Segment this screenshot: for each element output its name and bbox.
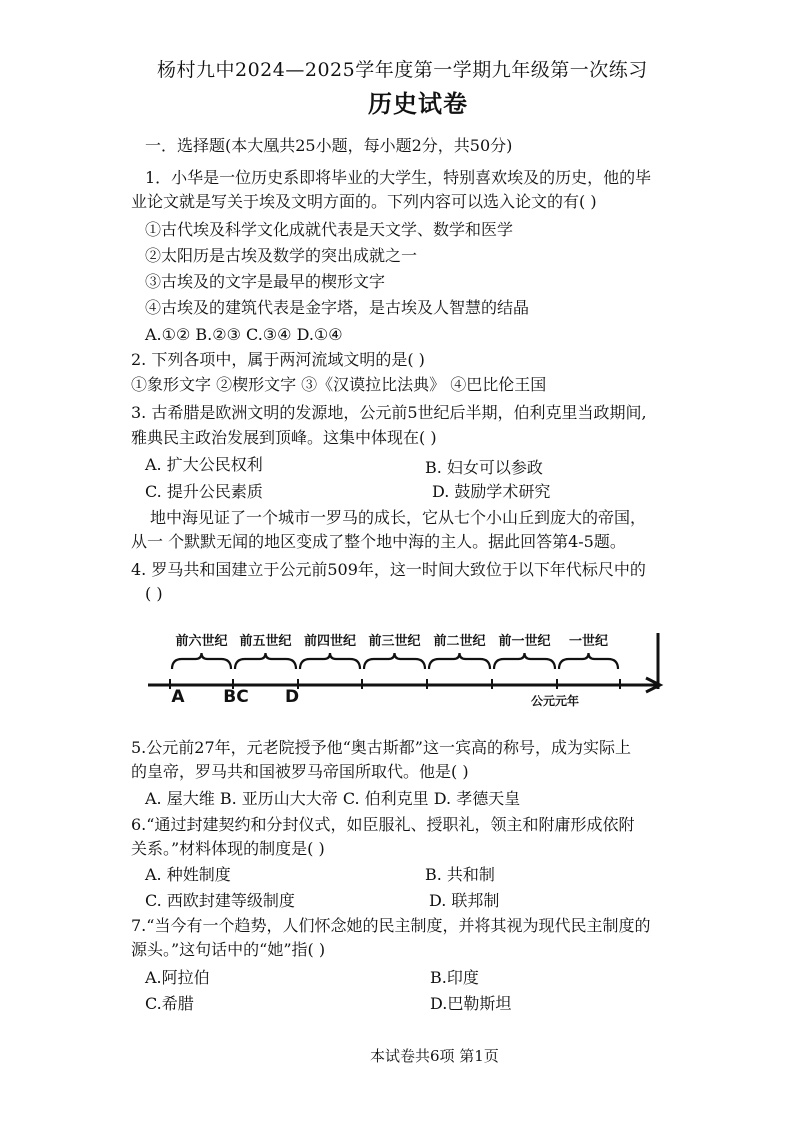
timeline-century-label: 前六世纪 — [175, 634, 228, 649]
q3-option-c: C. 提升公民素质 — [145, 482, 263, 501]
q1-options: A.①② B.②③ C.③④ D.①④ — [145, 325, 343, 344]
timeline-marker-label: BC — [223, 687, 249, 707]
q6-option-d: D. 联邦制 — [429, 891, 500, 910]
q6-option-a: A. 种姓制度 — [145, 865, 231, 884]
timeline-century-brace — [364, 653, 425, 669]
q2-options: ①象形文字 ②楔形文字 ③《汉谟拉比法典》 ④巴比伦王国 — [131, 375, 547, 394]
timeline-century-label: 前三世纪 — [368, 634, 421, 649]
timeline-century-label: 前四世纪 — [303, 634, 357, 649]
timeline-century-label: 前二世纪 — [433, 634, 486, 649]
timeline-marker-label: D — [284, 687, 300, 707]
timeline-century-label: 前五世纪 — [239, 634, 292, 649]
exam-subject-title: 历史试卷 — [368, 89, 468, 118]
passage-line2: 从一 个默默无闻的地区变成了整个地中海的主人。据此回答第4-5题。 — [131, 532, 626, 551]
q3-option-b: B. 妇女可以参政 — [425, 458, 543, 477]
exam-school-title: 杨村九中2024—2025学年度第一学期九年级第一次练习 — [157, 59, 648, 81]
timeline-century-brace — [172, 653, 231, 669]
q7-stem-line1: 7.“当今有一个趋势，人们怀念她的民主制度，并将其视为现代民主制度的 — [131, 916, 651, 935]
q7-option-a: A.阿拉伯 — [145, 968, 210, 987]
q4-answer-paren: ( ) — [145, 584, 163, 603]
q4-stem: 4. 罗马共和国建立于公元前509年，这一时间大致位于以下年代标尺中的 — [131, 560, 646, 579]
q1-item-4: ④古埃及的建筑代表是金字塔，是古埃及人智慧的结晶 — [145, 298, 530, 317]
timeline-figure — [140, 625, 670, 711]
q2-stem: 2. 下列各项中，属于两河流域文明的是( ) — [131, 350, 425, 369]
q1-item-3: ③古埃及的文字是最早的楔形文字 — [145, 272, 386, 291]
timeline-century-brace — [559, 653, 618, 669]
q3-stem-line2: 雅典民主政治发展到顶峰。这集中体现在( ) — [131, 428, 437, 447]
q1-stem-line1: 1．小华是一位历史系即将毕业的大学生，特别喜欢埃及的历史，他的毕 — [145, 168, 652, 187]
q7-option-c: C.希腊 — [145, 994, 194, 1013]
q5-options: A. 屋大维 B. 亚历山大大帝 C. 伯利克里 D. 孝德天皇 — [145, 789, 521, 808]
q7-option-b: B.印度 — [430, 968, 479, 987]
timeline-century-label: 前一世纪 — [498, 634, 551, 649]
timeline-century-brace — [300, 653, 360, 669]
q6-stem-line1: 6.“通过封建契约和分封仪式，如臣服礼、授职礼，领主和附庸形成依附 — [131, 815, 635, 834]
q6-stem-line2: 关系。”材料体现的制度是( ) — [131, 839, 325, 858]
passage-line1: 地中海见证了一个城市一罗马的成长，它从七个小山丘到庞大的帝国， — [150, 508, 647, 527]
q3-option-d: D. 鼓励学术研究 — [432, 482, 551, 501]
q1-item-2: ②太阳历是古埃及数学的突出成就之一 — [145, 246, 418, 265]
page-footer: 本试卷共6项 第1页 — [370, 1047, 499, 1065]
q3-stem-line1: 3. 古希腊是欧洲文明的发源地，公元前5世纪后半期，伯利克里当政期间, — [131, 403, 647, 422]
q3-option-a: A. 扩大公民权利 — [145, 455, 263, 474]
timeline-century-label: 一世纪 — [568, 634, 609, 649]
q5-stem-line1: 5.公元前27年，元老院授予他“奥古斯都”这一宾高的称号，成为实际上 — [131, 738, 631, 757]
timeline-epoch-label: 公元元年 — [530, 694, 580, 708]
timeline-century-brace — [429, 653, 490, 669]
timeline-century-brace — [235, 653, 296, 669]
q6-option-c: C. 西欧封建等级制度 — [145, 891, 295, 910]
q1-item-1: ①古代埃及科学文化成就代表是天文学、数学和医学 — [145, 220, 514, 239]
q6-option-b: B. 共和制 — [425, 865, 495, 884]
q7-stem-line2: 源头。”这句话中的“她”指( ) — [131, 940, 326, 959]
q1-stem-line2: 业论文就是写关于埃及文明方面的。下列内容可以选入论文的有( ) — [131, 192, 597, 211]
timeline-marker-label: A — [171, 687, 185, 707]
section-heading: 一．选择题(本大凰共25小题，每小题2分，共50分) — [145, 136, 513, 155]
timeline-century-brace — [494, 653, 555, 669]
q5-stem-line2: 的皇帝，罗马共和国被罗马帝国所取代。他是( ) — [131, 762, 469, 781]
q7-option-d: D.巴勒斯坦 — [430, 994, 512, 1013]
